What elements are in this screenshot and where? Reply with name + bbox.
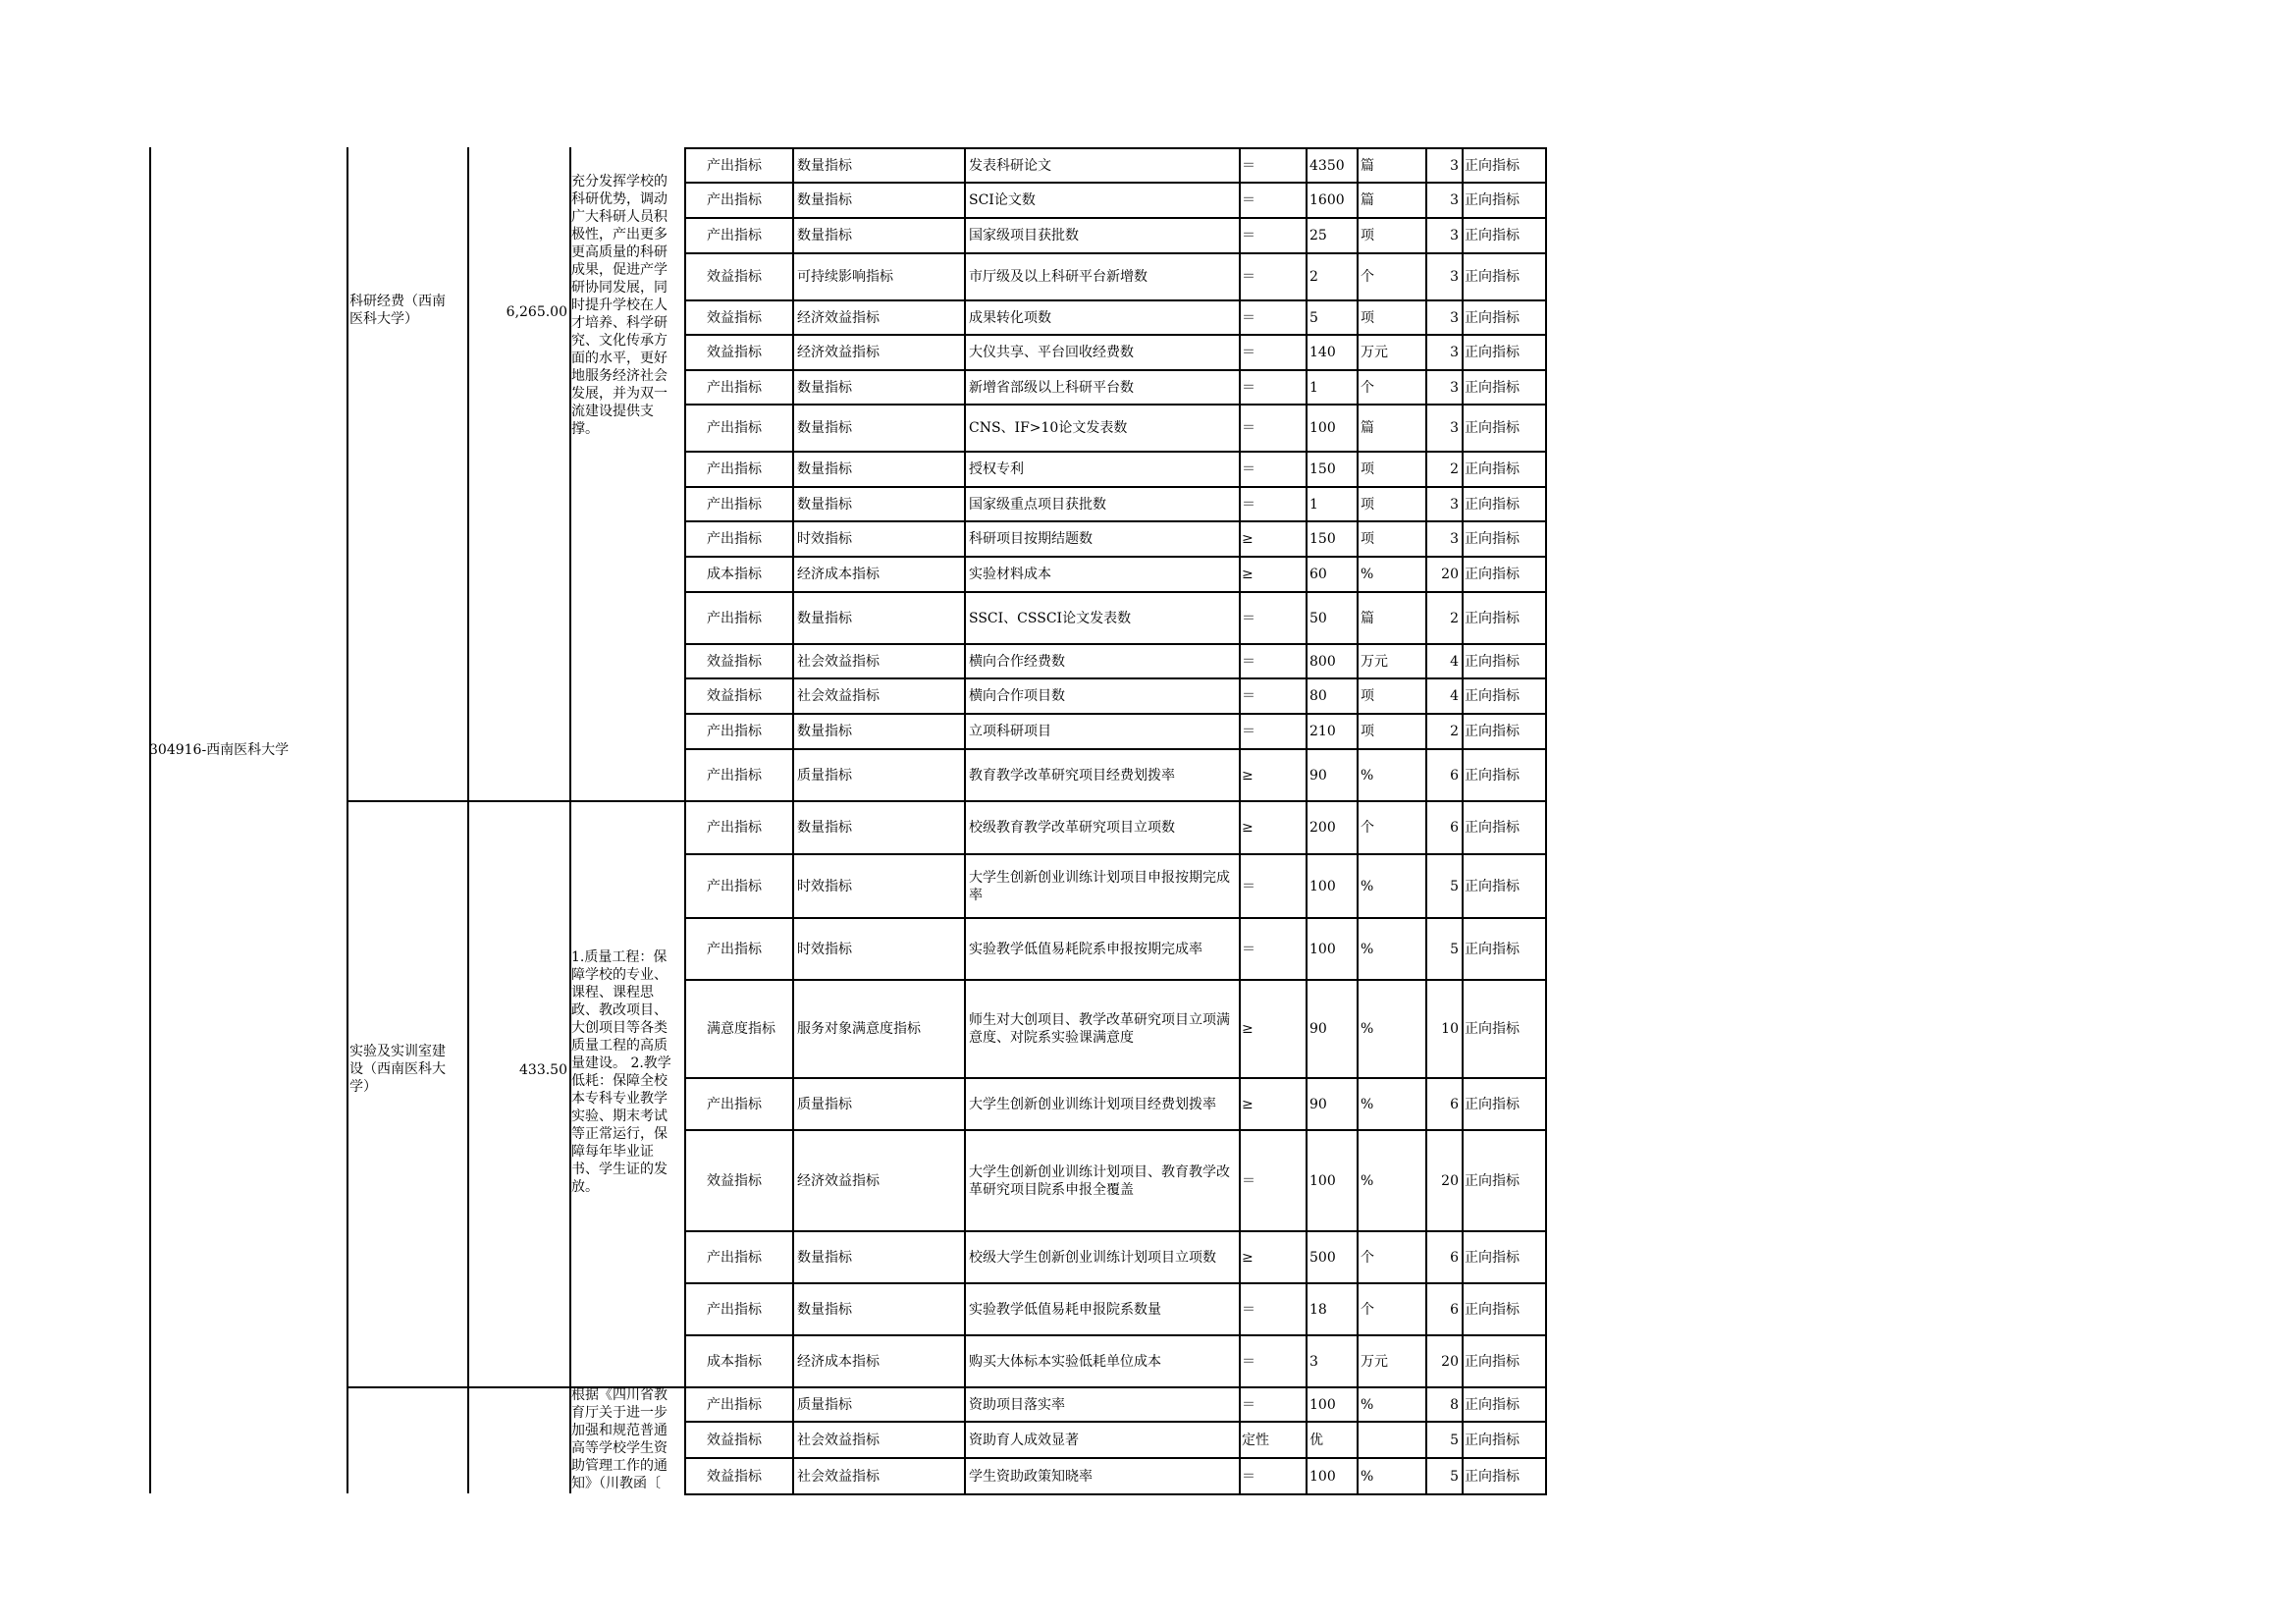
level1-indicator: 产出指标 [707,461,762,477]
direction: 正向指标 [1465,461,1520,477]
level2-indicator: 数量指标 [797,192,852,208]
measure-unit: % [1361,1396,1374,1413]
level3-indicator: 校级教育教学改革研究项目立项数 [969,820,1175,836]
direction: 正向指标 [1465,1096,1520,1112]
level3-indicator: 成果转化项数 [969,309,1051,326]
target-value: 100 [1309,1396,1336,1413]
level3-indicator: 大学生创新创业训练计划项目经费划拨率 [969,1096,1216,1112]
operator: ＝ [1242,653,1255,670]
weight: 5 [1450,878,1459,894]
level3-indicator: 实验教学低值易耗申报院系数量 [969,1301,1161,1318]
weight: 20 [1441,567,1459,582]
direction: 正向指标 [1465,1172,1520,1189]
level2-indicator: 数量指标 [797,228,852,243]
direction: 正向指标 [1465,688,1520,704]
indicator-row-border [684,800,1547,802]
measure-unit: % [1361,1096,1374,1112]
target-value: 90 [1309,1021,1327,1037]
measure-unit: 篇 [1361,610,1374,626]
level2-indicator: 服务对象满意度指标 [797,1021,921,1037]
level3-indicator: 科研项目按期结题数 [969,531,1093,547]
direction: 正向指标 [1465,820,1520,836]
level2-indicator: 社会效益指标 [797,1468,880,1485]
weight: 3 [1450,269,1459,285]
target-value: 200 [1309,820,1336,836]
target-value: 210 [1309,724,1336,739]
level2-indicator: 社会效益指标 [797,1432,880,1448]
project-goal: 1.质量工程：保障学校的专业、课程、课程思政、教改项目、大创项目等各类质量工程的高质量建设。 2.教学低耗：保障全校本专科专业教学实验、期末考试等正常运行，保障每年毕业证书、学生证的发放。 [571,949,671,1195]
weight: 2 [1450,461,1459,477]
operator: ≥ [1242,1249,1254,1266]
target-value: 150 [1309,531,1336,547]
level3-indicator: 横向合作项目数 [969,688,1065,704]
operator: ＝ [1242,461,1255,477]
level3-indicator: 授权专利 [969,461,1024,477]
level2-indicator: 数量指标 [797,157,852,174]
level2-indicator: 质量指标 [797,1096,852,1112]
level1-indicator: 满意度指标 [707,1021,775,1037]
level2-indicator: 可持续影响指标 [797,269,893,285]
weight: 3 [1450,228,1459,243]
level3-indicator: 师生对大创项目、教学改革研究项目立项满意度、对院系实验课满意度 [969,1012,1230,1046]
target-value: 4350 [1309,157,1345,174]
level1-indicator: 效益指标 [707,269,762,285]
weight: 4 [1450,653,1459,670]
indicator-row-border [684,1421,1547,1423]
project-name-col-border [347,147,348,1493]
direction: 正向指标 [1465,767,1520,784]
measure-unit: 万元 [1361,653,1388,670]
level1-indicator: 产出指标 [707,1396,762,1413]
weight: 10 [1441,1021,1459,1037]
direction: 正向指标 [1465,1021,1520,1037]
operator: ＝ [1242,228,1255,243]
indicator-row-border [684,486,1547,488]
indicator-row-border [684,369,1547,371]
project-name: 科研经费（西南医科大学） [349,294,446,327]
measure-unit: 篇 [1361,192,1374,208]
direction: 正向指标 [1465,1468,1520,1485]
level3-indicator: 大学生创新创业训练计划项目、教育教学改革研究项目院系申报全覆盖 [969,1163,1230,1198]
target-value: 1 [1309,496,1318,513]
weight: 4 [1450,688,1459,704]
operator: ＝ [1242,345,1255,360]
measure-unit: 万元 [1361,1353,1388,1370]
level2-indicator: 数量指标 [797,420,852,436]
measure-unit: % [1361,1172,1374,1189]
operator: ＝ [1242,724,1255,739]
measure-unit: 项 [1361,724,1374,739]
target-value: 25 [1309,228,1327,243]
indicator-row-border [684,1282,1547,1284]
target-value: 5 [1309,309,1318,326]
measure-unit: % [1361,567,1374,582]
operator: ≥ [1242,1021,1254,1037]
unit-col-left-border [149,147,151,1493]
target-value: 100 [1309,420,1336,436]
level3-indicator: 实验材料成本 [969,567,1051,582]
level1-indicator: 产出指标 [707,1249,762,1266]
direction: 正向指标 [1465,1353,1520,1370]
measure-unit: % [1361,1021,1374,1037]
indicator-row-border [684,1334,1547,1336]
level1-indicator: 产出指标 [707,1096,762,1112]
level2-indicator: 数量指标 [797,496,852,513]
target-value: 140 [1309,345,1336,360]
level2-indicator: 经济效益指标 [797,309,880,326]
level3-indicator: 发表科研论文 [969,157,1051,174]
weight: 20 [1441,1353,1459,1370]
operator: 定性 [1242,1432,1269,1448]
measure-unit: % [1361,941,1374,957]
operator: ＝ [1242,941,1255,957]
indicator-row-border [684,299,1547,301]
level1-indicator: 产出指标 [707,157,762,174]
operator: ≥ [1242,767,1254,784]
target-value: 1600 [1309,192,1345,208]
direction: 正向指标 [1465,724,1520,739]
weight: 5 [1450,1432,1459,1448]
measure-unit: 项 [1361,228,1374,243]
indicator-row-border [684,1493,1547,1495]
weight: 3 [1450,420,1459,436]
indicator-row-border [684,713,1547,715]
measure-unit: 万元 [1361,345,1388,360]
indicator-col-border [1357,147,1359,1495]
level2-indicator: 社会效益指标 [797,688,880,704]
weight: 3 [1450,496,1459,513]
weight: 3 [1450,531,1459,547]
direction: 正向指标 [1465,379,1520,396]
indicator-row-border [684,591,1547,593]
project-separator [347,800,684,802]
weight: 2 [1450,610,1459,626]
indicator-row-border [684,1129,1547,1131]
measure-unit: 项 [1361,531,1374,547]
level1-indicator: 产出指标 [707,724,762,739]
direction: 正向指标 [1465,567,1520,582]
weight: 6 [1450,820,1459,836]
indicator-row-border [684,252,1547,254]
direction: 正向指标 [1465,941,1520,957]
indicator-row-border [684,979,1547,981]
measure-unit: 项 [1361,461,1374,477]
indicator-col-border [964,147,966,1495]
direction: 正向指标 [1465,309,1520,326]
level1-indicator: 产出指标 [707,379,762,396]
level3-indicator: 校级大学生创新创业训练计划项目立项数 [969,1249,1216,1266]
weight: 3 [1450,157,1459,174]
level2-indicator: 数量指标 [797,461,852,477]
measure-unit: 个 [1361,269,1374,285]
weight: 5 [1450,941,1459,957]
indicator-col-border [792,147,794,1495]
operator: ＝ [1242,1172,1255,1189]
measure-unit: 项 [1361,688,1374,704]
measure-unit: % [1361,878,1374,894]
level2-indicator: 经济效益指标 [797,345,880,360]
measure-unit: 篇 [1361,157,1374,174]
indicator-row-border [684,1457,1547,1459]
weight: 8 [1450,1396,1459,1413]
operator: ＝ [1242,269,1255,285]
project-amount: 433.50 [519,1062,567,1078]
direction: 正向指标 [1465,1249,1520,1266]
direction: 正向指标 [1465,1432,1520,1448]
level3-indicator: 资助育人成效显著 [969,1432,1079,1448]
level1-indicator: 产出指标 [707,531,762,547]
weight: 3 [1450,192,1459,208]
level3-indicator: 大仪共享、平台回收经费数 [969,345,1134,360]
direction: 正向指标 [1465,531,1520,547]
level3-indicator: 教育教学改革研究项目经费划拨率 [969,767,1175,784]
direction: 正向指标 [1465,192,1520,208]
target-value: 50 [1309,610,1327,626]
level3-indicator: 市厅级及以上科研平台新增数 [969,269,1148,285]
level2-indicator: 数量指标 [797,724,852,739]
indicator-col-border [1462,147,1464,1495]
level3-indicator: 国家级重点项目获批数 [969,496,1106,513]
operator: ＝ [1242,157,1255,174]
level1-indicator: 效益指标 [707,653,762,670]
level1-indicator: 产出指标 [707,192,762,208]
measure-unit: 个 [1361,1249,1374,1266]
indicator-row-border [684,1386,1547,1388]
indicator-row-border [684,1077,1547,1079]
indicator-row-border [684,677,1547,679]
target-value: 1 [1309,379,1318,396]
target-value: 500 [1309,1249,1336,1266]
indicator-col-border [684,147,686,1495]
level3-indicator: 新增省部级以上科研平台数 [969,379,1134,396]
measure-unit: % [1361,767,1374,784]
target-value: 100 [1309,1468,1336,1485]
indicator-col-border [1545,147,1547,1495]
operator: ＝ [1242,309,1255,326]
indicator-row-border [684,217,1547,219]
indicator-row-border [684,334,1547,336]
target-value: 60 [1309,567,1327,582]
operator: ＝ [1242,1301,1255,1318]
level1-indicator: 产出指标 [707,420,762,436]
level3-indicator: 国家级项目获批数 [969,228,1079,243]
direction: 正向指标 [1465,496,1520,513]
measure-unit: 个 [1361,1301,1374,1318]
level1-indicator: 产出指标 [707,820,762,836]
level1-indicator: 成本指标 [707,567,762,582]
indicator-row-border [684,451,1547,453]
measure-unit: 项 [1361,496,1374,513]
level2-indicator: 时效指标 [797,531,852,547]
operator: ＝ [1242,192,1255,208]
target-value: 18 [1309,1301,1327,1318]
target-value: 800 [1309,653,1336,670]
level1-indicator: 产出指标 [707,228,762,243]
indicator-row-border [684,404,1547,406]
level3-indicator: 实验教学低值易耗院系申报按期完成率 [969,941,1202,957]
level2-indicator: 数量指标 [797,1249,852,1266]
operator: ≥ [1242,1096,1254,1112]
level2-indicator: 经济成本指标 [797,567,880,582]
level2-indicator: 数量指标 [797,610,852,626]
operator: ≥ [1242,820,1254,836]
indicator-row-border [684,182,1547,184]
direction: 正向指标 [1465,345,1520,360]
level3-indicator: 购买大体标本实验低耗单位成本 [969,1353,1161,1370]
level3-indicator: SCI论文数 [969,192,1036,208]
weight: 6 [1450,767,1459,784]
target-value: 90 [1309,767,1327,784]
measure-unit: 个 [1361,379,1374,396]
measure-unit: 个 [1361,820,1374,836]
amount-col-border [467,147,469,1493]
level1-indicator: 产出指标 [707,496,762,513]
weight: 2 [1450,724,1459,739]
indicator-row-border [684,917,1547,919]
weight: 6 [1450,1096,1459,1112]
level1-indicator: 产出指标 [707,610,762,626]
unit-name: 304916-西南医科大学 [149,742,290,758]
direction: 正向指标 [1465,610,1520,626]
target-value: 100 [1309,1172,1336,1189]
target-value: 100 [1309,878,1336,894]
direction: 正向指标 [1465,878,1520,894]
operator: ＝ [1242,1396,1255,1413]
measure-unit: 项 [1361,309,1374,326]
weight: 6 [1450,1249,1459,1266]
target-value: 2 [1309,269,1318,285]
operator: ＝ [1242,878,1255,894]
operator: ＝ [1242,420,1255,436]
level3-indicator: 立项科研项目 [969,724,1051,739]
indicator-row-border [684,147,1547,149]
level2-indicator: 数量指标 [797,379,852,396]
indicator-row-border [684,556,1547,558]
operator: ≥ [1242,531,1254,547]
weight: 3 [1450,309,1459,326]
direction: 正向指标 [1465,420,1520,436]
operator: ＝ [1242,1353,1255,1370]
direction: 正向指标 [1465,228,1520,243]
indicator-row-border [684,1230,1547,1232]
direction: 正向指标 [1465,269,1520,285]
indicator-row-border [684,520,1547,522]
direction: 正向指标 [1465,157,1520,174]
target-value: 优 [1309,1432,1323,1448]
level2-indicator: 数量指标 [797,1301,852,1318]
indicator-row-border [684,853,1547,855]
level1-indicator: 效益指标 [707,345,762,360]
operator: ＝ [1242,379,1255,396]
project-goal: 充分发挥学校的科研优势，调动广大科研人员积极性，产出更多更高质量的科研成果，促进产学研协同发展，同时提升学校在人才培养、科学研究、文化传承方面的水平，更好地服务经济社会发展，并为双一流建设提供支撑。 [571,174,667,437]
level3-indicator: 横向合作经费数 [969,653,1065,670]
level2-indicator: 质量指标 [797,1396,852,1413]
level1-indicator: 产出指标 [707,1301,762,1318]
project-amount: 6,265.00 [506,304,567,320]
level2-indicator: 社会效益指标 [797,653,880,670]
indicator-col-border [1239,147,1241,1495]
level2-indicator: 数量指标 [797,820,852,836]
direction: 正向指标 [1465,653,1520,670]
target-value: 3 [1309,1353,1318,1370]
weight: 20 [1441,1172,1459,1189]
level2-indicator: 时效指标 [797,878,852,894]
level1-indicator: 效益指标 [707,688,762,704]
level3-indicator: SSCI、CSSCI论文发表数 [969,610,1132,626]
target-value: 90 [1309,1096,1327,1112]
level1-indicator: 效益指标 [707,309,762,326]
operator: ＝ [1242,1468,1255,1485]
indicator-row-border [684,643,1547,645]
operator: ≥ [1242,567,1254,582]
level3-indicator: 资助项目落实率 [969,1396,1065,1413]
target-value: 150 [1309,461,1336,477]
indicator-row-border [684,748,1547,750]
level1-indicator: 产出指标 [707,767,762,784]
level1-indicator: 成本指标 [707,1353,762,1370]
level2-indicator: 经济成本指标 [797,1353,880,1370]
level3-indicator: 大学生创新创业训练计划项目申报按期完成率 [969,869,1230,903]
level2-indicator: 质量指标 [797,767,852,784]
direction: 正向指标 [1465,1396,1520,1413]
level1-indicator: 产出指标 [707,878,762,894]
level1-indicator: 效益指标 [707,1468,762,1485]
weight: 3 [1450,379,1459,396]
operator: ＝ [1242,688,1255,704]
project-goal: 根据《四川省教育厅关于进一步加强和规范普通高等学校学生资助管理工作的通知》（川教函〔 [571,1387,667,1491]
weight: 5 [1450,1468,1459,1485]
level1-indicator: 效益指标 [707,1172,762,1189]
level2-indicator: 经济效益指标 [797,1172,880,1189]
level1-indicator: 产出指标 [707,941,762,957]
level3-indicator: CNS、IF>10论文发表数 [969,420,1128,436]
direction: 正向指标 [1465,1301,1520,1318]
level1-indicator: 效益指标 [707,1432,762,1448]
indicator-col-border [1306,147,1308,1495]
weight: 6 [1450,1301,1459,1318]
level2-indicator: 时效指标 [797,941,852,957]
operator: ＝ [1242,496,1255,513]
level3-indicator: 学生资助政策知晓率 [969,1468,1093,1485]
target-value: 80 [1309,688,1327,704]
weight: 3 [1450,345,1459,360]
operator: ＝ [1242,610,1255,626]
project-name: 实验及实训室建设（西南医科大学） [349,1044,446,1095]
measure-unit: % [1361,1468,1374,1485]
target-value: 100 [1309,941,1336,957]
measure-unit: 篇 [1361,420,1374,436]
